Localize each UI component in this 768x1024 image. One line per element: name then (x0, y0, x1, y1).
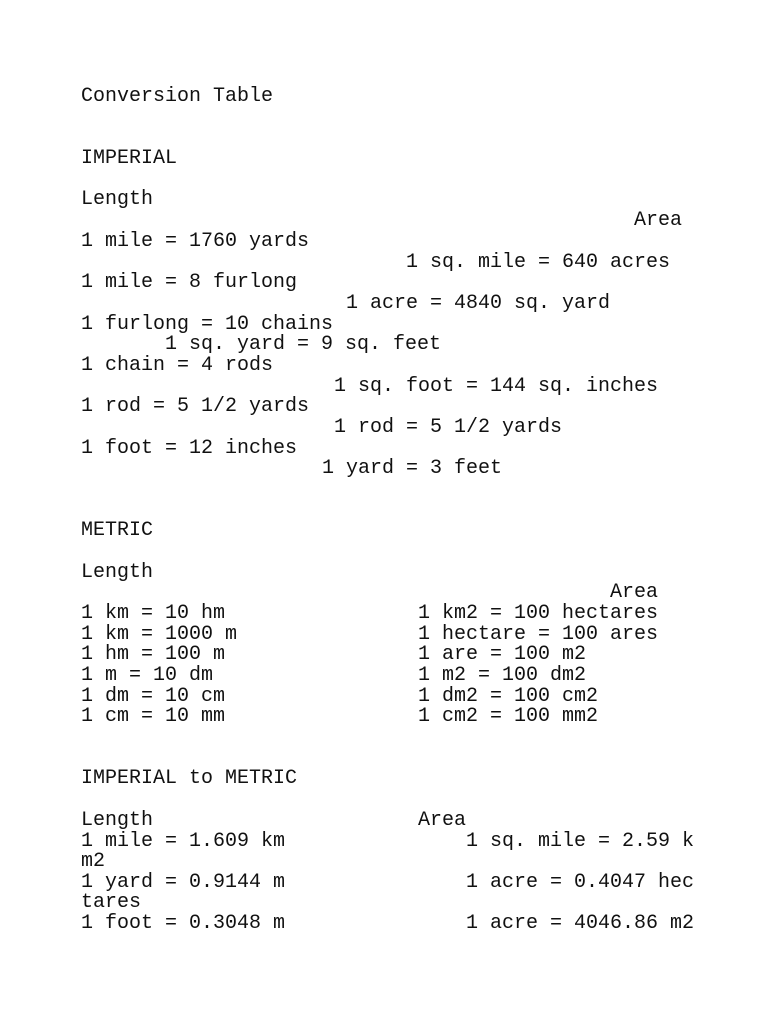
imperial-to-metric-length-label: Length (81, 809, 154, 832)
imperial-length-label: Length (81, 188, 154, 211)
metric-area-line: 1 hectare = 100 ares (418, 623, 659, 646)
metric-length-line: 1 hm = 100 m (81, 643, 226, 666)
metric-area-label: Area (610, 581, 659, 604)
imperial-line: 1 sq. yard = 9 sq. feet (165, 333, 442, 356)
imperial-to-metric-heading: IMPERIAL to METRIC (81, 767, 298, 790)
imperial-to-metric-line: m2 (81, 850, 106, 873)
metric-length-line: 1 km = 1000 m (81, 623, 238, 646)
metric-length-line: 1 m = 10 dm (81, 664, 214, 687)
metric-area-line: 1 km2 = 100 hectares (418, 602, 659, 625)
imperial-to-metric-line: 1 foot = 0.3048 m (81, 912, 286, 935)
imperial-to-metric-area-label: Area (418, 809, 467, 832)
imperial-line: 1 sq. foot = 144 sq. inches (334, 375, 659, 398)
imperial-line: 1 rod = 5 1/2 yards (334, 416, 563, 439)
imperial-line: 1 mile = 1760 yards (81, 230, 310, 253)
imperial-line: 1 acre = 4840 sq. yard (346, 292, 611, 315)
imperial-line: 1 furlong = 10 chains (81, 313, 334, 336)
imperial-heading: IMPERIAL (81, 147, 178, 170)
metric-area-line: 1 are = 100 m2 (418, 643, 587, 666)
metric-area-line: 1 m2 = 100 dm2 (418, 664, 587, 687)
metric-length-line: 1 cm = 10 mm (81, 705, 226, 728)
metric-length-label: Length (81, 561, 154, 584)
imperial-to-metric-line: 1 acre = 0.4047 hec (466, 871, 695, 894)
imperial-to-metric-line: tares (81, 891, 142, 914)
imperial-line: 1 foot = 12 inches (81, 437, 298, 460)
imperial-line: 1 sq. mile = 640 acres (406, 251, 671, 274)
imperial-to-metric-line: 1 acre = 4046.86 m2 (466, 912, 695, 935)
metric-length-line: 1 km = 10 hm (81, 602, 226, 625)
imperial-to-metric-line: 1 sq. mile = 2.59 k (466, 830, 695, 853)
imperial-line: 1 chain = 4 rods (81, 354, 274, 377)
document-title: Conversion Table (81, 85, 274, 108)
imperial-line: 1 rod = 5 1/2 yards (81, 395, 310, 418)
imperial-to-metric-line: 1 yard = 0.9144 m (81, 871, 286, 894)
metric-length-line: 1 dm = 10 cm (81, 685, 226, 708)
metric-area-line: 1 cm2 = 100 mm2 (418, 705, 599, 728)
imperial-to-metric-line: 1 mile = 1.609 km (81, 830, 286, 853)
imperial-line: 1 mile = 8 furlong (81, 271, 298, 294)
metric-heading: METRIC (81, 519, 154, 542)
imperial-line: 1 yard = 3 feet (322, 457, 503, 480)
metric-area-line: 1 dm2 = 100 cm2 (418, 685, 599, 708)
imperial-area-label: Area (634, 209, 683, 232)
